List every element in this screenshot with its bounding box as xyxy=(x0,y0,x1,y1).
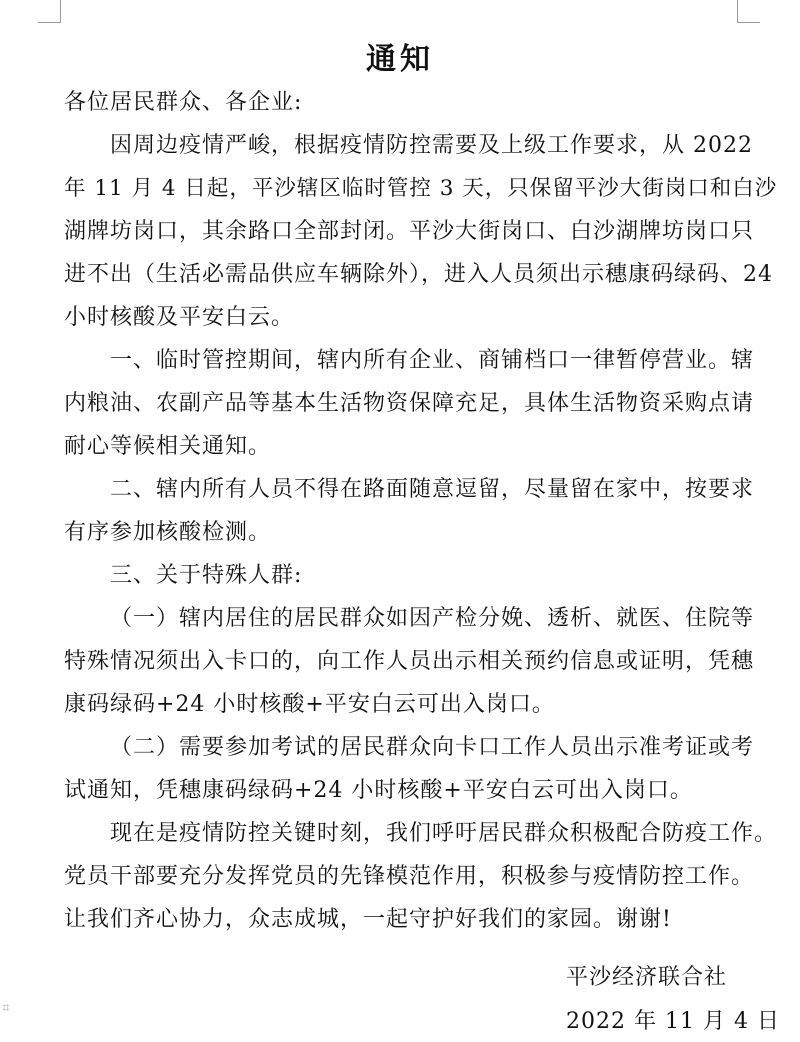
body-line: （二）需要参加考试的居民群众向卡口工作人员出示准考证或考 xyxy=(110,735,755,760)
body-line: 进不出（生活必需品供应车辆除外），进入人员须出示穗康码绿码、24 xyxy=(64,262,773,287)
body-line: 现在是疫情防控关键时刻，我们呼吁居民群众积极配合防疫工作。 xyxy=(110,821,778,846)
body-line: 一、临时管控期间，辖内所有企业、商铺档口一律暂停营业。辖 xyxy=(110,348,755,373)
body-line: 因周边疫情严峻，根据疫情防控需要及上级工作要求，从 2022 xyxy=(110,133,753,158)
page-marker-icon: ⌗ xyxy=(2,1000,10,1016)
body-line: 让我们齐心协力，众志成城，一起守护好我们的家园。谢谢! xyxy=(64,907,672,932)
signature: 平沙经济联合社 xyxy=(566,965,728,990)
body-line: 内粮油、农副产品等基本生活物资保障充足，具体生活物资采购点请 xyxy=(64,391,755,416)
body-line: 二、辖内所有人员不得在路面随意逗留，尽量留在家中，按要求 xyxy=(110,477,755,502)
crop-mark-top-right xyxy=(737,0,760,23)
crop-mark-top-left xyxy=(38,0,61,23)
signature-date: 2022 年 11 月 4 日 xyxy=(566,1009,780,1034)
body-line: 康码绿码+24 小时核酸+平安白云可出入岗口。 xyxy=(64,692,555,717)
body-line: 试通知，凭穗康码绿码+24 小时核酸+平安白云可出入岗口。 xyxy=(64,778,693,803)
body-line: 特殊情况须出入卡口的，向工作人员出示相关预约信息或证明，凭穗 xyxy=(64,649,755,674)
body-line: 小时核酸及平安白云。 xyxy=(64,305,295,330)
body-line: 有序参加核酸检测。 xyxy=(64,520,272,545)
salutation: 各位居民群众、各企业: xyxy=(64,90,303,115)
body-line: （一）辖内居住的居民群众如因产检分娩、透析、就医、住院等 xyxy=(110,606,755,631)
body-line: 耐心等候相关通知。 xyxy=(64,434,272,459)
body-line: 湖牌坊岗口，其余路口全部封闭。平沙大街岗口、白沙湖牌坊岗口只 xyxy=(64,219,755,244)
body-line: 党员干部要充分发挥党员的先锋模范作用，积极参与疫情防控工作。 xyxy=(64,864,755,889)
body-line: 三、关于特殊人群: xyxy=(110,563,303,588)
body-line: 年 11 月 4 日起，平沙辖区临时管控 3 天，只保留平沙大街岗口和白沙 xyxy=(64,176,778,201)
notice-title: 通知 xyxy=(366,42,434,77)
